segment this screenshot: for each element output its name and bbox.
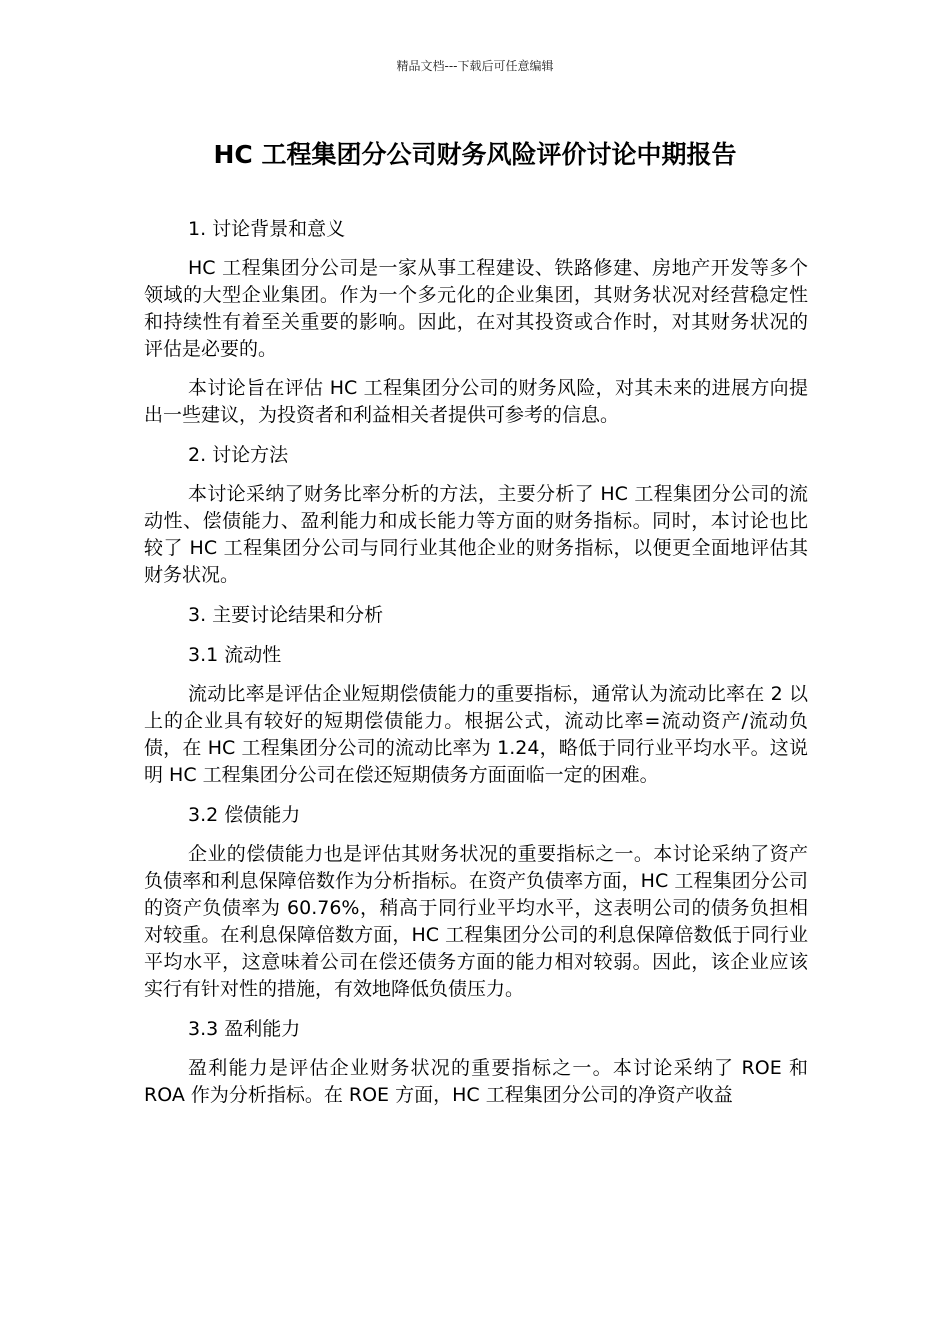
paragraph-liquidity: 流动比率是评估企业短期偿债能力的重要指标，通常认为流动比率在 2 以上的企业具有较好的短期偿债能力。根据公式，流动比率=流动资产/流动负债，在 HC 工程集团分公司的流动比率为 1.24，略低于同行业平均水平。这说明 HC 工程集团分公司在偿还短期债务方面面临一定的困难。 [144,683,808,786]
header-note: 精品文档---下载后可任意编辑 [396,59,554,73]
paragraph-method: 本讨论采纳了财务比率分析的方法，主要分析了 HC 工程集团分公司的流动性、偿债能力、盈利能力和成长能力等方面的财务指标。同时，本讨论也比较了 HC 工程集团分公司与同行业其他企业的财务指标，以便更全面地评估其财务状况。 [144,483,808,586]
section-heading-results: 3. 主要讨论结果和分析 [188,604,384,626]
paragraph-purpose: 本讨论旨在评估 HC 工程集团分公司的财务风险，对其未来的进展方向提出一些建议，为投资者和利益相关者提供可参考的信息。 [144,377,808,426]
subsection-heading-liquidity: 3.1 流动性 [188,644,282,666]
subsection-heading-solvency: 3.2 偿债能力 [188,804,301,826]
document-body [144,215,808,1121]
subsection-heading-profitability: 3.3 盈利能力 [188,1018,301,1040]
paragraph-profitability: 盈利能力是评估企业财务状况的重要指标之一。本讨论采纳了 ROE 和 ROA 作为分析指标。在 ROE 方面，HC 工程集团分公司的净资产收益 [144,1057,808,1106]
document-title: HC 工程集团分公司财务风险评价讨论中期报告 [213,140,737,169]
paragraph-solvency: 企业的偿债能力也是评估其财务状况的重要指标之一。本讨论采纳了资产负债率和利息保障倍数作为分析指标。在资产负债率方面，HC 工程集团分公司的资产负债率为 60.76%，稍高于同行业平均水平，这表明公司的债务负担相对较重。在利息保障倍数方面，HC 工程集团分公司的利息保障倍数低于同行业平均水平，这意味着公司在偿还债务方面的能力相对较弱。因此，该企业应该实行有针对性的措施，有效地降低负债压力。 [144,843,808,1000]
paragraph-company-intro: HC 工程集团分公司是一家从事工程建设、铁路修建、房地产开发等多个领域的大型企业集团。作为一个多元化的企业集团，其财务状况对经营稳定性和持续性有着至关重要的影响。因此，在对其投资或合作时，对其财务状况的评估是必要的。 [144,257,808,360]
section-heading-method: 2. 讨论方法 [188,444,289,466]
section-heading-background: 1. 讨论背景和意义 [188,218,346,240]
